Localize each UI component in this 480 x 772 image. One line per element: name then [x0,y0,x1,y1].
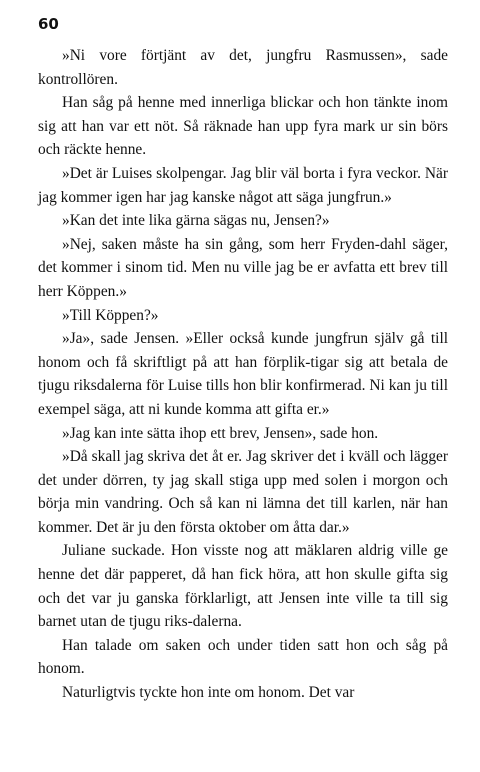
paragraph: Han talade om saken och under tiden satt hon och såg på honom. [38,636,448,678]
page-number: 60 [38,15,59,33]
paragraph: Han såg på henne med innerliga blickar och hon tänkte inom sig att han var ett nöt. Så räknade han upp fyra mark ur sin börs och räckte henne. [38,94,448,159]
paragraph: »Ja», sade Jensen. »Eller också kunde jungfrun själv gå till honom och få skriftligt på att han förplik-tigar sig att betala de tjugu riksdalerna för Luise tills hon blir konfirmerad. Ni kan ju till exempel säga, att ni kunde komma att gifta er.» [38,330,448,418]
page-text [38,44,448,705]
paragraph: »Kan det inte lika gärna sägas nu, Jensen?» [62,212,330,230]
paragraph: »Jag kan inte sätta ihop ett brev, Jensen», sade hon. [62,424,379,442]
paragraph: »Till Köppen?» [62,306,159,324]
paragraph: »Nej, saken måste ha sin gång, som herr Fryden-dahl säger, det kommer i sinom tid. Men nu ville jag be er avfatta ett brev till herr Köppen.» [38,235,448,300]
paragraph: Juliane suckade. Hon visste nog att mäklaren aldrig ville ge henne det där papperet, då han fick höra, att hon skulle gifta sig och det var ju ganska förklarligt, att Jensen inte ville ta till sig barnet utan de tjugu riks-dalerna. [38,542,448,631]
paragraph: »Då skall jag skriva det åt er. Jag skriver det i kväll och lägger det under dörren, ty jag skall stiga upp med solen i morgon och börja min vandring. Och så kan ni lämna det till karlen, när han kommer. Det är ju den första oktober om åtta dar.» [38,448,448,536]
book-page [38,14,448,705]
paragraph: »Ni vore förtjänt av det, jungfru Rasmussen», sade kontrollören. [38,47,448,88]
paragraph: Naturligtvis tyckte hon inte om honom. Det var [62,684,355,702]
paragraph: »Det är Luises skolpengar. Jag blir väl borta i fyra veckor. När jag kommer igen har jag kanske något att säga jungfrun.» [38,164,448,206]
